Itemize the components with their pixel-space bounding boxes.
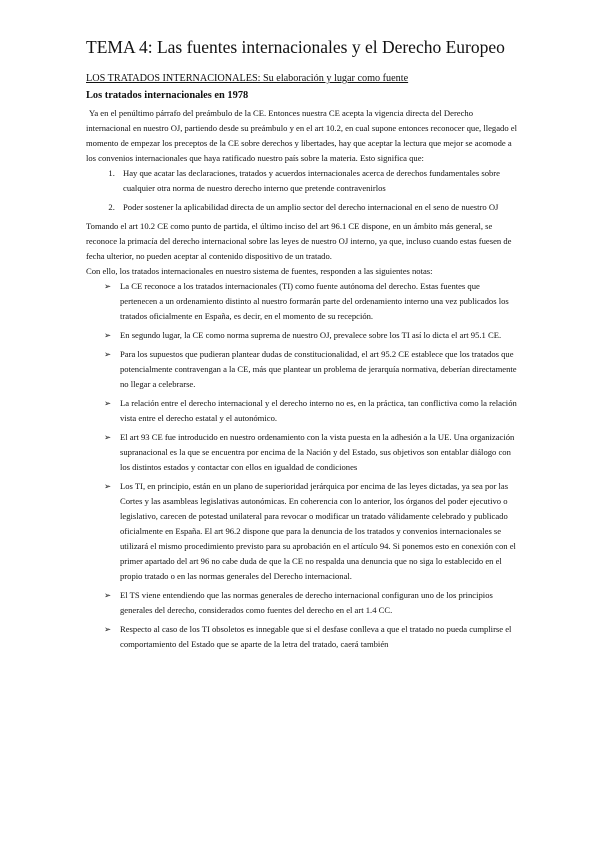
numbered-item: 2. Poder sostener la aplicabilidad directa de un amplio sector del derecho internacional en el seno de nuestro OJ xyxy=(117,200,518,215)
list-item-text: La CE reconoce a los tratados internacionales (TI) como fuente autónoma del derecho. Estas fuentes que pertenecen a un ordenamiento distinto al nuestro formarán parte del ordenamiento interno una vez publicados los tratados oficialmente en España, es decir, en el momento de su recepción. xyxy=(120,281,509,321)
arrow-bullet-icon: ➢ xyxy=(104,624,112,634)
page-title: TEMA 4: Las fuentes internacionales y el Derecho Europeo xyxy=(86,37,505,57)
list-item-text: Los TI, en principio, están en un plano de superioridad jerárquica por encima de las leyes dictadas, ya sea por las Cortes y las asambleas legislativas autonómicas. En coherencia con lo anterior, los órganos del poder ejecutivo o legislativo, carecen de potestad unilateral para revocar o modificar un tratado válidamente celebrado y publicado oficialmente en España. El art 96.2 dispone que para la denuncia de los tratados y convenios internacionales se utilizará el mismo procedimiento previsto para su aprobación en el artículo 94. Si ponemos esto en conexión con el primer apartado del art 96 no cabe duda de que la CE no respalda una denuncia que no siga lo establecido en el propio tratado o en las normas generales del Derecho internacional. xyxy=(120,481,516,581)
list-item xyxy=(104,479,518,584)
list-item xyxy=(104,588,518,618)
numbered-item: 1. Hay que acatar las declaraciones, tratados y acuerdos internacionales acerca de derechos fundamentales sobre cualquier otra norma de nuestro derecho interno que pretende contravenirlos xyxy=(117,166,518,196)
list-item-text: En segundo lugar, la CE como norma suprema de nuestro OJ, prevalece sobre los TI así lo dicta el art 95.1 CE. xyxy=(120,330,502,340)
list-item xyxy=(104,279,518,324)
arrow-bullet-icon: ➢ xyxy=(104,330,112,340)
list-item xyxy=(104,328,518,343)
list-item xyxy=(104,622,518,652)
list-item xyxy=(104,347,518,392)
paragraph-2: Tomando el art 10.2 CE como punto de partida, el último inciso del art 96.1 CE dispone, en un ámbito más general, se reconoce la primacía del derecho internacional sobre las leyes de nuestro OJ interno, ya que, incluso cuando estas fuesen de fecha ulterior, no pueden aceptar al contenido dispositivo de un tratado. xyxy=(86,221,512,261)
list-item xyxy=(104,396,518,426)
section-heading: LOS TRATADOS INTERNACIONALES: Su elaboración y lugar como fuente xyxy=(86,73,409,84)
numbered-list xyxy=(86,166,518,215)
list-item-text: La relación entre el derecho internacional y el derecho interno no es, en la práctica, tan conflictiva como la relación vista entre el derecho estatal y el autonómico. xyxy=(120,398,517,423)
subheading: Los tratados internacionales en 1978 xyxy=(86,90,249,101)
intro-paragraph: Ya en el penúltimo párrafo del preámbulo de la CE. Entonces nuestra CE acepta la vigencia directa del Derecho internacional en nuestro OJ, partiendo desde su preámbulo y en el art 10.2, en cual supone entonces reconocer que, llegado el momento de empezar los preceptos de la CE sobre derechos y libertades, hay que aceptar la lectura que mejor se acomode a los convenios internacionales que haya ratificado nuestro país sobre la materia. Esto significa que: xyxy=(86,108,517,163)
arrow-bullet-icon: ➢ xyxy=(104,481,112,491)
list-item-text: El art 93 CE fue introducido en nuestro ordenamiento con la vista puesta en la adhesión a la UE. Una organización supranacional es la que se encuentra por encima de la Nación y del Estado, sus objetivos son entablar diálogo con los distintos estados y contactar con ellos en igualdad de condiciones xyxy=(120,432,515,472)
body-text xyxy=(86,106,518,656)
arrow-bullet-icon: ➢ xyxy=(104,590,112,600)
list-item-text: El TS viene entendiendo que las normas generales de derecho internacional configuran uno de los principios generales del derecho, considerados como fuentes del derecho en el art 1.4 CC. xyxy=(120,590,493,615)
bullet-list xyxy=(86,279,518,652)
list-item xyxy=(104,430,518,475)
arrow-bullet-icon: ➢ xyxy=(104,281,112,291)
paragraph-3: Con ello, los tratados internacionales en nuestro sistema de fuentes, responden a las siguientes notas: xyxy=(86,266,433,276)
list-item-text: Respecto al caso de los TI obsoletos es innegable que si el desfase conlleva a que el tratado no pueda cumplirse el comportamiento del Estado que se aparte de la letra del tratado, caerá también xyxy=(120,624,512,649)
list-item-text: Para los supuestos que pudieran plantear dudas de constitucionalidad, el art 95.2 CE establece que los tratados que potencialmente contravengan a la CE, más que plantear un problema de jerarquía normativa, deberían directamente no llegar a celebrarse. xyxy=(120,349,517,389)
arrow-bullet-icon: ➢ xyxy=(104,432,112,442)
arrow-bullet-icon: ➢ xyxy=(104,398,112,408)
arrow-bullet-icon: ➢ xyxy=(104,349,112,359)
